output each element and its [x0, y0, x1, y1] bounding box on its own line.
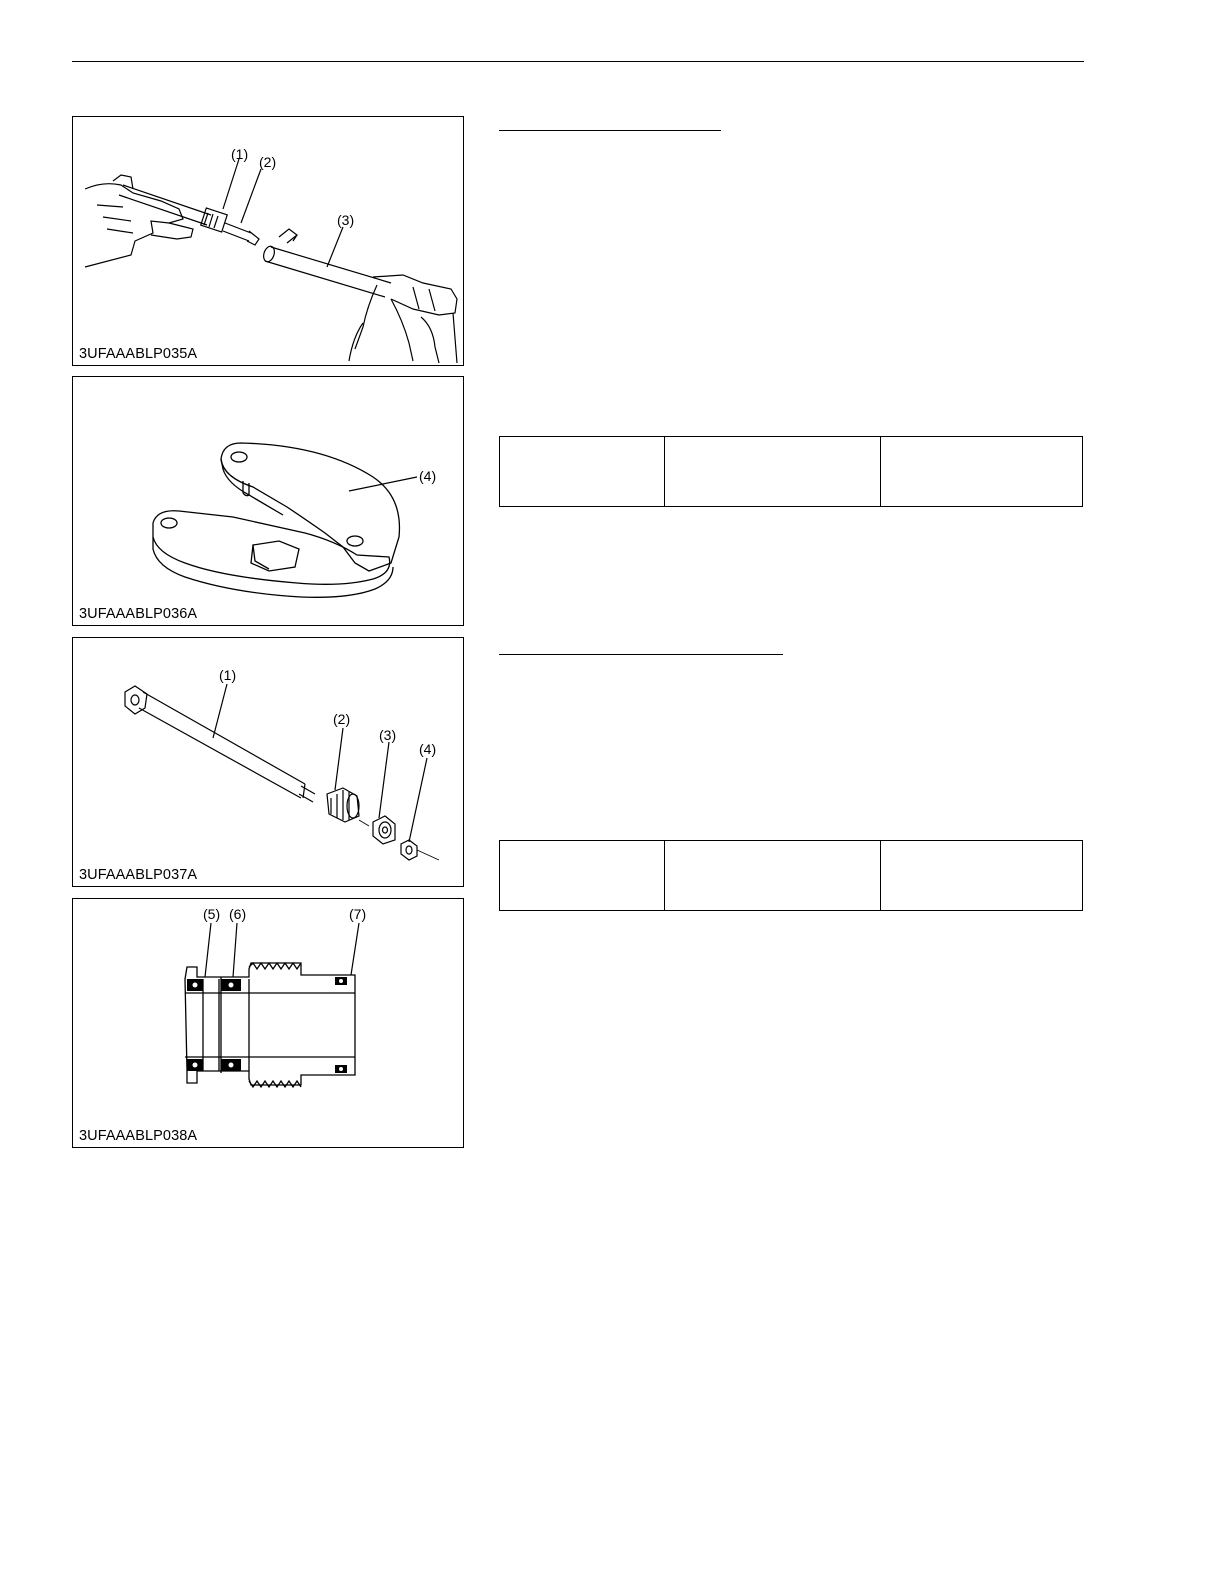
- callout-label: (4): [419, 468, 437, 484]
- callout-label: (1): [231, 146, 249, 162]
- callout-label: (2): [333, 711, 351, 727]
- illustration-hook-wrench: [73, 377, 464, 626]
- figure-code: 3UFAAABLP036A: [79, 606, 198, 622]
- callout-label: (2): [259, 154, 277, 170]
- illustration-gland-section: [73, 899, 464, 1148]
- callout-label: (5): [203, 906, 221, 922]
- figure-code: 3UFAAABLP035A: [79, 346, 198, 362]
- spec-cell: [500, 841, 665, 911]
- callout-label: (3): [379, 727, 397, 743]
- spec-cell: [500, 437, 665, 507]
- illustration-rod-removal: [73, 117, 464, 366]
- header-rule: [72, 61, 1084, 62]
- figure-gland-cross-section: [72, 898, 464, 1148]
- figure-code: 3UFAAABLP038A: [79, 1128, 198, 1144]
- spec-cell: [881, 841, 1083, 911]
- illustration-rod-assembly: [73, 638, 464, 887]
- spec-cell: [665, 437, 881, 507]
- callout-label: (4): [419, 741, 437, 757]
- spec-table: [499, 840, 1083, 911]
- spec-cell: [881, 437, 1083, 507]
- section-heading-rule: [499, 130, 721, 131]
- callout-label: (3): [337, 212, 355, 228]
- spec-cell: [665, 841, 881, 911]
- spec-table: [499, 436, 1083, 507]
- callout-label: (1): [219, 667, 237, 683]
- figure-cylinder-rod-removal: [72, 116, 464, 366]
- callout-label: (6): [229, 906, 247, 922]
- callout-label: (7): [349, 906, 367, 922]
- figure-piston-rod-assembly: [72, 637, 464, 887]
- figure-code: 3UFAAABLP037A: [79, 867, 198, 883]
- figure-hook-wrench: [72, 376, 464, 626]
- section-heading-rule: [499, 654, 783, 655]
